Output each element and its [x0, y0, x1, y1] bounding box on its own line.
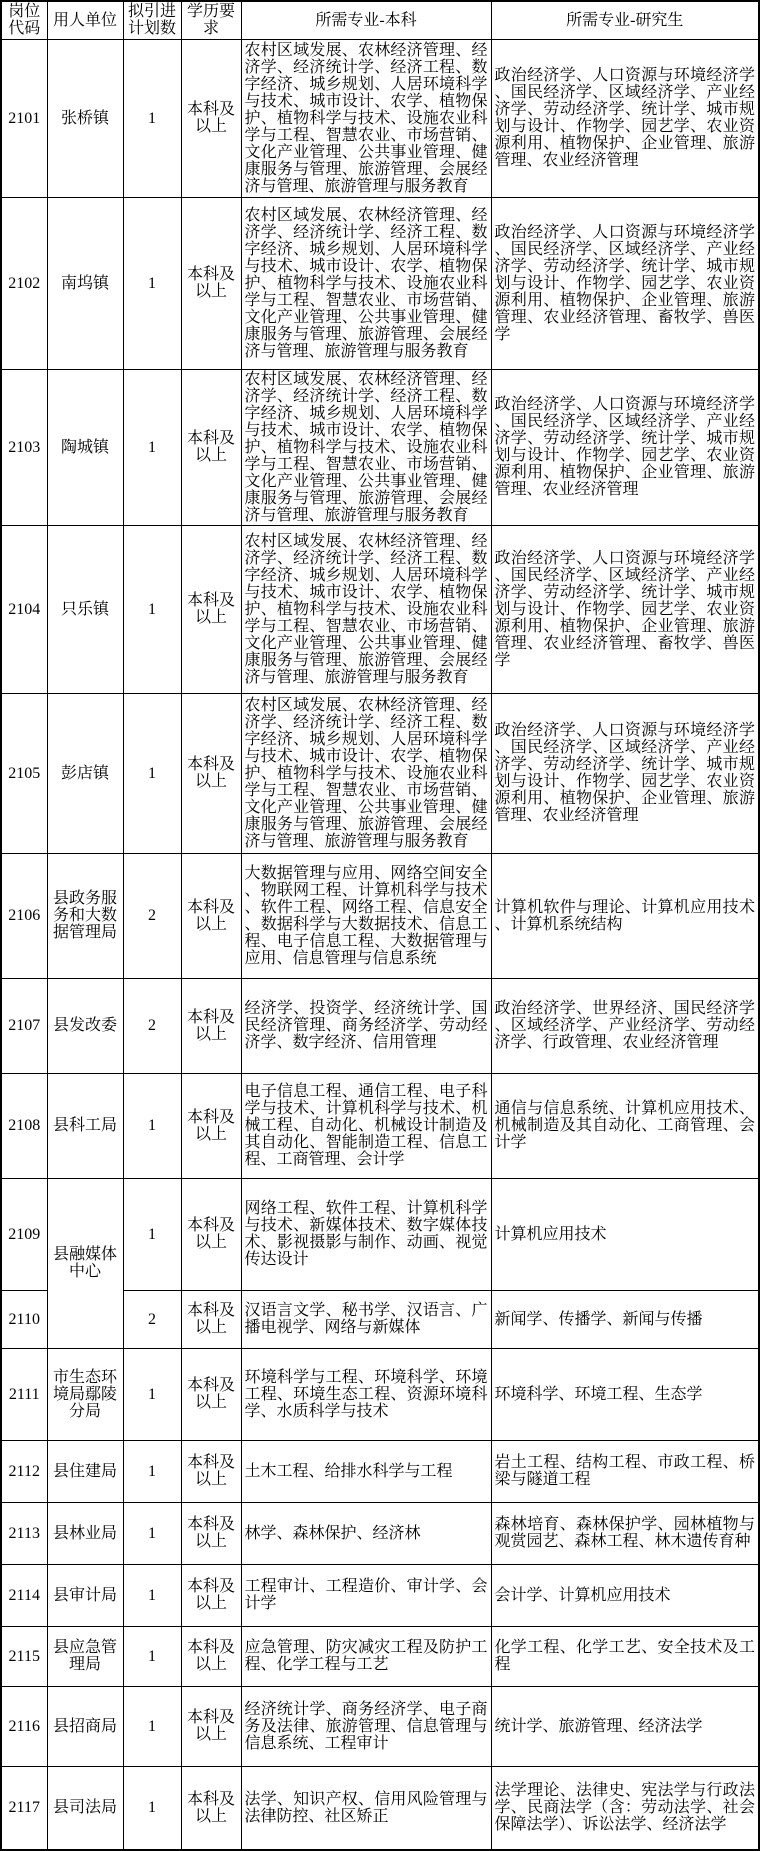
- column-header-employer: 用人单位: [47, 1, 123, 39]
- cell-education-requirement: 本科及以上: [181, 1766, 241, 1850]
- cell-majors-undergraduate: 经济统计学、商务经济学、电子商务及法律、旅游管理、信息管理与信息系统、工程审计: [241, 1686, 491, 1766]
- cell-employer: 张桥镇: [47, 39, 123, 197]
- cell-position-code: 2108: [1, 1073, 47, 1178]
- column-header-planned-count: 拟引进计划数: [123, 1, 181, 39]
- cell-employer: 县融媒体中心: [47, 1178, 123, 1348]
- cell-majors-graduate: 新闻学、传播学、新闻与传播: [491, 1290, 759, 1348]
- cell-planned-count: 1: [123, 1178, 181, 1290]
- cell-position-code: 2101: [1, 39, 47, 197]
- table-row: [1, 525, 759, 693]
- cell-majors-undergraduate: 农村区域发展、农林经济管理、经济学、经济统计学、经济工程、数字经济、城乡规划、人居环境科学与技术、城市设计、农学、植物保护、植物科学与技术、设施农业科学与工程、智慧农业、市场营销、文化产业管理、公共事业管理、健康服务与管理、旅游管理、会展经济与管理、旅游管理与服务教育: [241, 39, 491, 197]
- table-row: [1, 1440, 759, 1502]
- cell-planned-count: 1: [123, 1502, 181, 1564]
- cell-education-requirement: 本科及以上: [181, 1073, 241, 1178]
- cell-position-code: 2111: [1, 1348, 47, 1440]
- cell-employer: 县住建局: [47, 1440, 123, 1502]
- table-row: [1, 693, 759, 853]
- table-row: [1, 39, 759, 197]
- table-row: [1, 853, 759, 978]
- cell-position-code: 2115: [1, 1626, 47, 1686]
- table-row: [1, 1686, 759, 1766]
- cell-education-requirement: 本科及以上: [181, 1178, 241, 1290]
- column-header-majors-graduate: 所需专业-研究生: [491, 1, 759, 39]
- cell-employer: 只乐镇: [47, 525, 123, 693]
- cell-education-requirement: 本科及以上: [181, 39, 241, 197]
- cell-position-code: 2105: [1, 693, 47, 853]
- cell-majors-undergraduate: 农村区域发展、农林经济管理、经济学、经济统计学、经济工程、数字经济、城乡规划、人居环境科学与技术、城市设计、农学、植物保护、植物科学与技术、设施农业科学与工程、智慧农业、市场营销、文化产业管理、公共事业管理、健康服务与管理、旅游管理、会展经济与管理、旅游管理与服务教育: [241, 693, 491, 853]
- cell-education-requirement: 本科及以上: [181, 1440, 241, 1502]
- cell-majors-undergraduate: 应急管理、防灾减灾工程及防护工程、化学工程与工艺: [241, 1626, 491, 1686]
- table-row: [1, 1073, 759, 1178]
- cell-employer: 县科工局: [47, 1073, 123, 1178]
- cell-employer: 彭店镇: [47, 693, 123, 853]
- cell-majors-graduate: 政治经济学、人口资源与环境经济学、国民经济学、区域经济学、产业经济学、劳动经济学、统计学、城市规划与设计、作物学、园艺学、农业资源利用、植物保护、企业管理、旅游管理、农业经济管理、畜牧学、兽医学: [491, 525, 759, 693]
- table-header-row: [1, 1, 759, 39]
- cell-education-requirement: 本科及以上: [181, 853, 241, 978]
- table-row: [1, 1766, 759, 1850]
- cell-employer: 县政务服务和大数据管理局: [47, 853, 123, 978]
- cell-employer: 市生态环境局鄢陵分局: [47, 1348, 123, 1440]
- cell-position-code: 2117: [1, 1766, 47, 1850]
- cell-majors-undergraduate: 电子信息工程、通信工程、电子科学与技术、计算机科学与技术、机械工程、自动化、机械设计制造及其自动化、智能制造工程、信息工程、工商管理、会计学: [241, 1073, 491, 1178]
- cell-employer: 县发改委: [47, 978, 123, 1073]
- cell-education-requirement: 本科及以上: [181, 1564, 241, 1626]
- cell-position-code: 2113: [1, 1502, 47, 1564]
- cell-majors-graduate: 通信与信息系统、计算机应用技术、机械制造及其自动化、工商管理、会计学: [491, 1073, 759, 1178]
- cell-majors-undergraduate: 农村区域发展、农林经济管理、经济学、经济统计学、经济工程、数字经济、城乡规划、人居环境科学与技术、城市设计、农学、植物保护、植物科学与技术、设施农业科学与工程、智慧农业、市场营销、文化产业管理、公共事业管理、健康服务与管理、旅游管理、会展经济与管理、旅游管理与服务教育: [241, 525, 491, 693]
- column-header-education-requirement: 学历要求: [181, 1, 241, 39]
- cell-position-code: 2103: [1, 369, 47, 525]
- cell-planned-count: 1: [123, 197, 181, 369]
- cell-employer: 南坞镇: [47, 197, 123, 369]
- cell-majors-graduate: 化学工程、化学工艺、安全技术及工程: [491, 1626, 759, 1686]
- cell-employer: 县应急管理局: [47, 1626, 123, 1686]
- cell-position-code: 2109: [1, 1178, 47, 1290]
- cell-majors-undergraduate: 林学、森林保护、经济林: [241, 1502, 491, 1564]
- cell-majors-undergraduate: 网络工程、软件工程、计算机科学与技术、新媒体技术、数字媒体技术、影视摄影与制作、动画、视觉传达设计: [241, 1178, 491, 1290]
- cell-planned-count: 1: [123, 1440, 181, 1502]
- cell-planned-count: 1: [123, 39, 181, 197]
- cell-education-requirement: 本科及以上: [181, 1348, 241, 1440]
- cell-majors-undergraduate: 农村区域发展、农林经济管理、经济学、经济统计学、经济工程、数字经济、城乡规划、人居环境科学与技术、城市设计、农学、植物保护、植物科学与技术、设施农业科学与工程、智慧农业、市场营销、文化产业管理、公共事业管理、健康服务与管理、旅游管理、会展经济与管理、旅游管理与服务教育: [241, 369, 491, 525]
- cell-majors-graduate: 计算机应用技术: [491, 1178, 759, 1290]
- table-row: [1, 1348, 759, 1440]
- cell-majors-graduate: 政治经济学、世界经济、国民经济学、区域经济学、产业经济学、劳动经济学、行政管理、农业经济管理: [491, 978, 759, 1073]
- cell-majors-undergraduate: 土木工程、给排水科学与工程: [241, 1440, 491, 1502]
- cell-position-code: 2102: [1, 197, 47, 369]
- table-row: [1, 1626, 759, 1686]
- cell-position-code: 2106: [1, 853, 47, 978]
- cell-planned-count: 1: [123, 1073, 181, 1178]
- cell-position-code: 2107: [1, 978, 47, 1073]
- table-row: [1, 1178, 759, 1290]
- column-header-position-code: 岗位代码: [1, 1, 47, 39]
- cell-education-requirement: 本科及以上: [181, 693, 241, 853]
- cell-position-code: 2116: [1, 1686, 47, 1766]
- cell-employer: 县审计局: [47, 1564, 123, 1626]
- cell-majors-undergraduate: 法学、知识产权、信用风险管理与法律防控、社区矫正: [241, 1766, 491, 1850]
- cell-planned-count: 1: [123, 1686, 181, 1766]
- cell-position-code: 2112: [1, 1440, 47, 1502]
- table-row: [1, 1564, 759, 1626]
- cell-education-requirement: 本科及以上: [181, 197, 241, 369]
- cell-position-code: 2110: [1, 1290, 47, 1348]
- cell-planned-count: 1: [123, 369, 181, 525]
- table-row: [1, 197, 759, 369]
- cell-majors-graduate: 环境科学、环境工程、生态学: [491, 1348, 759, 1440]
- column-header-majors-undergraduate: 所需专业-本科: [241, 1, 491, 39]
- cell-employer: 县司法局: [47, 1766, 123, 1850]
- cell-planned-count: 2: [123, 978, 181, 1073]
- cell-planned-count: 2: [123, 853, 181, 978]
- cell-education-requirement: 本科及以上: [181, 1290, 241, 1348]
- cell-majors-undergraduate: 经济学、投资学、经济统计学、国民经济管理、商务经济学、劳动经济学、数字经济、信用管理: [241, 978, 491, 1073]
- cell-majors-graduate: 计算机软件与理论、计算机应用技术、计算机系统结构: [491, 853, 759, 978]
- cell-education-requirement: 本科及以上: [181, 1502, 241, 1564]
- cell-majors-undergraduate: 汉语言文学、秘书学、汉语言、广播电视学、网络与新媒体: [241, 1290, 491, 1348]
- cell-position-code: 2114: [1, 1564, 47, 1626]
- cell-majors-graduate: 政治经济学、人口资源与环境经济学、国民经济学、区域经济学、产业经济学、劳动经济学、统计学、城市规划与设计、作物学、园艺学、农业资源利用、植物保护、企业管理、旅游管理、农业经济管理: [491, 39, 759, 197]
- cell-majors-graduate: 统计学、旅游管理、经济法学: [491, 1686, 759, 1766]
- cell-majors-undergraduate: 环境科学与工程、环境科学、环境工程、环境生态工程、资源环境科学、水质科学与技术: [241, 1348, 491, 1440]
- cell-majors-graduate: 政治经济学、人口资源与环境经济学、国民经济学、区域经济学、产业经济学、劳动经济学、统计学、城市规划与设计、作物学、园艺学、农业资源利用、植物保护、企业管理、旅游管理、农业经济管理: [491, 369, 759, 525]
- cell-planned-count: 1: [123, 1766, 181, 1850]
- cell-majors-undergraduate: 农村区域发展、农林经济管理、经济学、经济统计学、经济工程、数字经济、城乡规划、人居环境科学与技术、城市设计、农学、植物保护、植物科学与技术、设施农业科学与工程、智慧农业、市场营销、文化产业管理、公共事业管理、健康服务与管理、旅游管理、会展经济与管理、旅游管理与服务教育: [241, 197, 491, 369]
- cell-employer: 县招商局: [47, 1686, 123, 1766]
- cell-majors-undergraduate: 工程审计、工程造价、审计学、会计学: [241, 1564, 491, 1626]
- cell-majors-undergraduate: 大数据管理与应用、网络空间安全、物联网工程、计算机科学与技术、软件工程、网络工程、信息安全、数据科学与大数据技术、信息工程、电子信息工程、大数据管理与应用、信息管理与信息系统: [241, 853, 491, 978]
- cell-education-requirement: 本科及以上: [181, 1626, 241, 1686]
- cell-employer: 县林业局: [47, 1502, 123, 1564]
- cell-education-requirement: 本科及以上: [181, 525, 241, 693]
- cell-majors-graduate: 政治经济学、人口资源与环境经济学、国民经济学、区域经济学、产业经济学、劳动经济学、统计学、城市规划与设计、作物学、园艺学、农业资源利用、植物保护、企业管理、旅游管理、农业经济管理: [491, 693, 759, 853]
- cell-majors-graduate: 法学理论、法律史、宪法学与行政法学、民商法学（含：劳动法学、社会保障法学）、诉讼法学、经济法学: [491, 1766, 759, 1850]
- table-body: [1, 39, 759, 1850]
- cell-planned-count: 1: [123, 1626, 181, 1686]
- cell-majors-graduate: 森林培育、森林保护学、园林植物与观赏园艺、森林工程、林木遗传育种: [491, 1502, 759, 1564]
- cell-majors-graduate: 政治经济学、人口资源与环境经济学、国民经济学、区域经济学、产业经济学、劳动经济学、统计学、城市规划与设计、作物学、园艺学、农业资源利用、植物保护、企业管理、旅游管理、农业经济管理、畜牧学、兽医学: [491, 197, 759, 369]
- cell-education-requirement: 本科及以上: [181, 978, 241, 1073]
- cell-planned-count: 1: [123, 525, 181, 693]
- cell-employer: 陶城镇: [47, 369, 123, 525]
- cell-education-requirement: 本科及以上: [181, 1686, 241, 1766]
- cell-planned-count: 2: [123, 1290, 181, 1348]
- table-row: [1, 369, 759, 525]
- cell-majors-graduate: 会计学、计算机应用技术: [491, 1564, 759, 1626]
- table-row: [1, 1502, 759, 1564]
- cell-planned-count: 1: [123, 1348, 181, 1440]
- cell-planned-count: 1: [123, 1564, 181, 1626]
- cell-position-code: 2104: [1, 525, 47, 693]
- table-row: [1, 978, 759, 1073]
- cell-majors-graduate: 岩土工程、结构工程、市政工程、桥梁与隧道工程: [491, 1440, 759, 1502]
- cell-education-requirement: 本科及以上: [181, 369, 241, 525]
- cell-planned-count: 1: [123, 693, 181, 853]
